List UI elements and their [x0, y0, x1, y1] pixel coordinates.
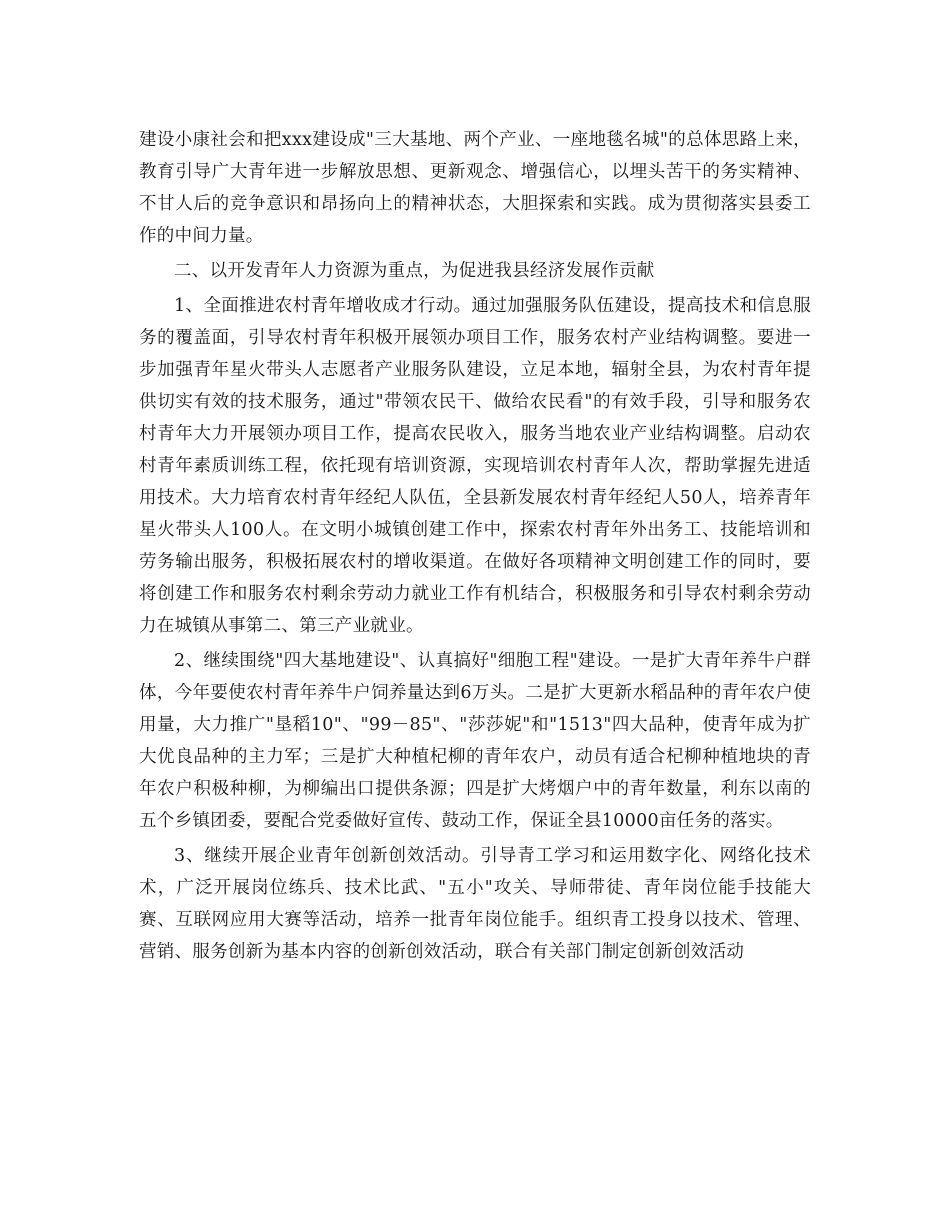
paragraph-continuation: 建设小康社会和把xxx建设成"三大基地、两个产业、一座地毯名城"的总体思路上来，教育引导广大青年进一步解放思想、更新观念、增强信心，以埋头苦干的务实精神、不甘人后的竞争意识和昂扬向上的精神状态，大胆探索和实践。成为贯彻落实县委工作的中间力量。 — [139, 130, 811, 246]
paragraph-item-2: 2、继续围绕"四大基地建设"、认真搞好"细胞工程"建设。一是扩大青年养牛户群体，今年要使农村青年养牛户饲养量达到6万头。二是扩大更新水稻品种的青年农户使用量，大力推广"垦稻10"、"99－85"、"莎莎妮"和"1513"四大品种，使青年成为扩大优良品种的主力军；三是扩大种植杞柳的青年农户，动员有适合杞柳种植地块的青年农户积极种柳，为柳编出口提供条源；四是扩大烤烟户中的青年数量，利东以南的五个乡镇团委，要配合党委做好宣传、鼓动工作，保证全县10000亩任务的落实。 — [139, 651, 811, 831]
section-heading-2: 二、以开发青年人力资源为重点，为促进我县经济发展作贡献 — [174, 261, 655, 281]
paragraph-item-3: 3、继续开展企业青年创新创效活动。引导青工学习和运用数字化、网络化技术术，广泛开展岗位练兵、技术比武、"五小"攻关、导师带徒、青年岗位能手技能大赛、互联网应用大赛等活动，培养一批青年岗位能手。组织青工投身以技术、管理、营销、服务创新为基本内容的创新创效活动，联合有关部门制定创新创效活动 — [139, 846, 811, 962]
paragraph-item-1: 1、全面推进农村青年增收成才行动。通过加强服务队伍建设，提高技术和信息服务的覆盖面，引导农村青年积极开展领办项目工作，服务农村产业结构调整。要进一步加强青年星火带头人志愿者产业服务队建设，立足本地，辐射全县，为农村青年提供切实有效的技术服务，通过"带领农民干、做给农民看"的有效手段，引导和服务农村青年大力开展领办项目工作，提高农民收入，服务当地农业产业结构调整。启动农村青年素质训练工程，依托现有培训资源，实现培训农村青年人次，帮助掌握先进适用技术。大力培育农村青年经纪人队伍，全县新发展农村青年经纪人50人，培养青年星火带头人100人。在文明小城镇创建工作中，探索农村青年外出务工、技能培训和劳务输出服务，积极拓展农村的增收渠道。在做好各项精神文明创建工作的同时，要将创建工作和服务农村剩余劳动力就业工作有机结合，积极服务和引导农村剩余劳动力在城镇从事第二、第三产业就业。 — [139, 296, 811, 636]
document-page — [139, 124, 811, 971]
